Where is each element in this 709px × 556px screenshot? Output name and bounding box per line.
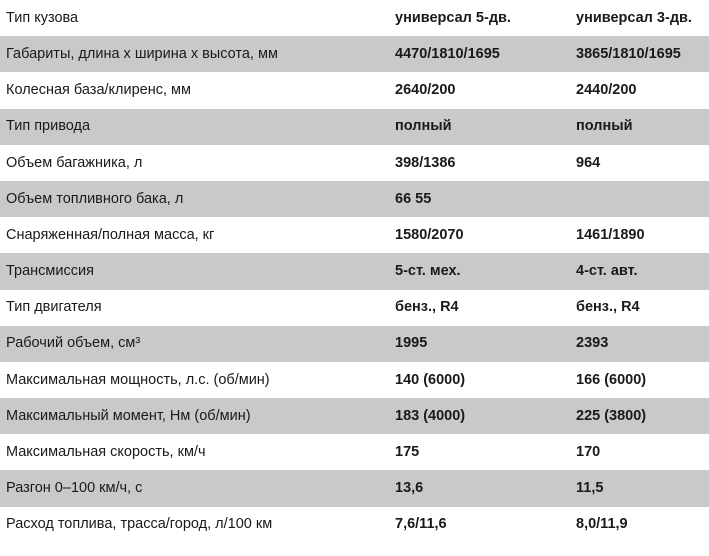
spec-value-cell-variant-1: 175 xyxy=(389,434,570,470)
spec-value-cell-variant-2: 2440/200 xyxy=(570,72,709,108)
spec-label-cell: Максимальный момент, Нм (об/мин) xyxy=(0,398,389,434)
spec-value-cell-variant-2: 1461/1890 xyxy=(570,217,709,253)
spec-value-cell-variant-2 xyxy=(570,181,709,217)
spec-value-cell-variant-2: полный xyxy=(570,109,709,145)
spec-value-cell-variant-1: 140 (6000) xyxy=(389,362,570,398)
spec-value-cell-variant-2: 225 (3800) xyxy=(570,398,709,434)
spec-value-cell-variant-1: 7,6/11,6 xyxy=(389,507,570,543)
table-row xyxy=(0,36,709,72)
table-row xyxy=(0,398,709,434)
spec-label-cell: Тип привода xyxy=(0,109,389,145)
spec-label-cell: Рабочий объем, см³ xyxy=(0,326,389,362)
spec-label-cell: Габариты, длина х ширина х высота, мм xyxy=(0,36,389,72)
table-row xyxy=(0,326,709,362)
table-row xyxy=(0,145,709,181)
spec-label-cell: Снаряженная/полная масса, кг xyxy=(0,217,389,253)
spec-value-cell-variant-1: 183 (4000) xyxy=(389,398,570,434)
spec-value-cell-variant-1: 2640/200 xyxy=(389,72,570,108)
table-row xyxy=(0,0,709,36)
spec-label-cell: Трансмиссия xyxy=(0,253,389,289)
spec-value-cell-variant-1: 5-ст. мех. xyxy=(389,253,570,289)
spec-label-cell: Максимальная мощность, л.с. (об/мин) xyxy=(0,362,389,398)
spec-value-cell-variant-2: 170 xyxy=(570,434,709,470)
table-row xyxy=(0,362,709,398)
table-row xyxy=(0,470,709,506)
spec-label-cell: Колесная база/клиренс, мм xyxy=(0,72,389,108)
spec-value-cell-variant-2: 4-ст. авт. xyxy=(570,253,709,289)
spec-label-cell: Расход топлива, трасса/город, л/100 км xyxy=(0,507,389,543)
spec-label-cell: Объем топливного бака, л xyxy=(0,181,389,217)
spec-value-cell-variant-2: 2393 xyxy=(570,326,709,362)
spec-value-cell-variant-2: универсал 3-дв. xyxy=(570,0,709,36)
spec-value-cell-variant-1: 1995 xyxy=(389,326,570,362)
spec-value-cell-variant-2: бенз., R4 xyxy=(570,290,709,326)
spec-value-cell-variant-2: 166 (6000) xyxy=(570,362,709,398)
spec-value-cell-variant-1: 1580/2070 xyxy=(389,217,570,253)
spec-label-cell: Объем багажника, л xyxy=(0,145,389,181)
spec-value-cell-variant-1: полный xyxy=(389,109,570,145)
spec-label-cell: Максимальная скорость, км/ч xyxy=(0,434,389,470)
table-row xyxy=(0,507,709,543)
spec-value-cell-variant-1: универсал 5-дв. xyxy=(389,0,570,36)
spec-value-cell-variant-1: 4470/1810/1695 xyxy=(389,36,570,72)
table-row xyxy=(0,253,709,289)
spec-label-cell: Тип кузова xyxy=(0,0,389,36)
spec-value-cell-variant-1: 398/1386 xyxy=(389,145,570,181)
spec-label-cell: Тип двигателя xyxy=(0,290,389,326)
table-row xyxy=(0,217,709,253)
table-row xyxy=(0,290,709,326)
spec-value-cell-variant-1: 13,6 xyxy=(389,470,570,506)
table-row xyxy=(0,181,709,217)
spec-value-cell-variant-2: 8,0/11,9 xyxy=(570,507,709,543)
spec-value-cell-variant-2: 11,5 xyxy=(570,470,709,506)
spec-value-cell-variant-1: 66 55 xyxy=(389,181,570,217)
spec-value-cell-variant-2: 3865/1810/1695 xyxy=(570,36,709,72)
spec-label-cell: Разгон 0–100 км/ч, с xyxy=(0,470,389,506)
table-row xyxy=(0,434,709,470)
table-row xyxy=(0,72,709,108)
spec-value-cell-variant-1: бенз., R4 xyxy=(389,290,570,326)
spec-value-cell-variant-2: 964 xyxy=(570,145,709,181)
table-row xyxy=(0,109,709,145)
